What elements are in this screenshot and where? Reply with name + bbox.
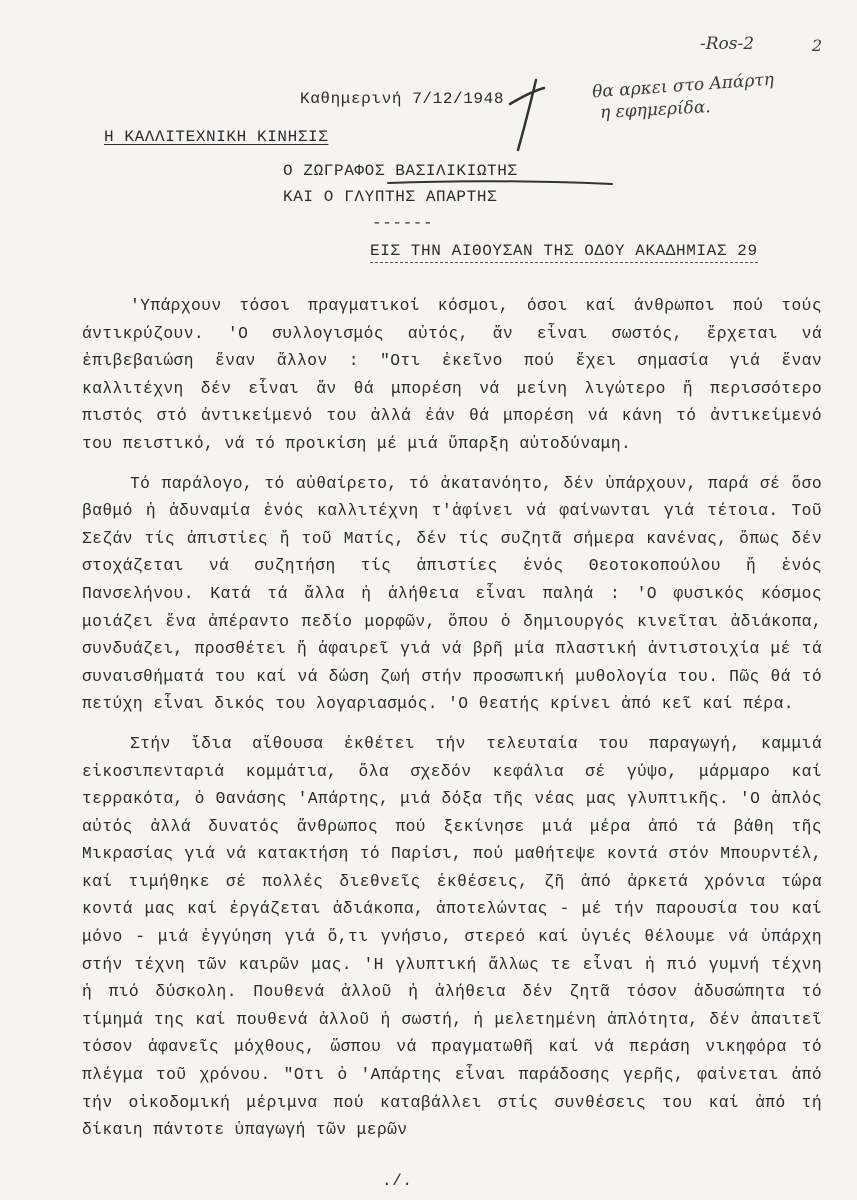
- subtitle-sculptor: ΚΑΙ Ο ΓΛΥΠΤΗΣ ΑΠΑΡΤΗΣ: [283, 188, 498, 206]
- paragraph-3: Στήν ἴδια αἴθουσα ἐκθέτει τήν τελευταία του παραγωγή, καμμιά εἰκοσιπενταριά κομμάτια, ὅλα σχεδόν κεφάλια σέ γύψο, μάρμαρο καί τερρακότα, ὁ Θανάσης 'Απάρτης, μιά δόξα τῆς νέας μας γλυπτικῆς. 'Ο ἁπλός αὐτός ἀλλά δυνατός ἄνθρωπος πού ξεκίνησε μιά μέρα ἀπό τά βάθη τῆς Μικρασίας γιά νά κατακτήση τό Παρίσι, πού μαθήτεψε κοντά στόν Μπουρντέλ, καί τιμήθηκε σέ πολλές διεθνεῖς ἐκθέσεις, ζῆ ἀπό ἀρκετά χρόνια τώρα κοντά μας καί ἐργάζεται ἀδιάκοπα, ἀποτελώντας - μέ τήν παρουσία του καί μόνο - μιά ἐγγύηση γιά ὅ,τι γνήσιο, στερεό καί ὑγιές θέλουμε νά ὑπάρχη στήν τέχνη τῶν καιρῶν μας. 'Η γλυπτική ἄλλως τε εἶναι ἡ πιό γυμνή τέχνη ἡ πιό δύσκολη. Πουθενά ἀλλοῦ ἡ ἀλήθεια δέν ζητᾶ τόσον ἀδυσώπητα τό τίμημά της καί πουθενά ἀλλοῦ ἡ σωστή, ἡ μελετημένη ἁπλότητα, δέν ἀπαιτεῖ τόσον ἀφανεῖς μόχθους, ὥσπου νά πραγματωθῆ καί νά περάση νικηφόρα τό πλέγμα τοῦ χρόνου. "Οτι ὁ 'Απάρτης εἶναι παράδοσης γερῆς, φαίνεται ἀπό τήν οἰκοδομική μέριμνα πού καταβάλλει στίς συνθέσεις του καί ἀπό τή δίκαιη πάντοτε ὑπαγωγή τῶν μερῶν: [82, 733, 822, 1140]
- paragraph-2: Τό παράλογο, τό αὐθαίρετο, τό ἀκατανόητο, δέν ὑπάρχουν, παρά σέ ὅσο βαθμό ἡ ἀδυναμία ἑνός καλλιτέχνη τ'ἀφίνει νά φαίνωνται γιά τέτοια. Τοῦ Σεζάν τίς ἀπιστίες ἤ τοῦ Ματίς, δέν τίς συζητᾶ σήμερα κανένας, ὅπως δέν στοχάζεται νά συζητήση τίς ἀπιστίες ἑνός Θεοτοκοπούλου ἤ ἑνός Πανσελήνου. Κατά τά ἄλλα ἡ ἀλήθεια εἶναι παληά : 'Ο φυσικός κόσμος μοιάζει ἕνα ἀπέραντο πεδίο μορφῶν, ὅπου ὁ δημιουργός κινεῖται ἀδιάκοπα, συνδυάζει, προσθέτει ἤ ἀφαιρεῖ γιά νά βρῆ μία πλαστική ἀντιστοιχία μέ τά συναισθήματά του καί νά δώση ζωή στήν προσωπική μυθολογία του. Πῶς θά τό πετύχη εἶναι δικός του λογαριασμός. 'Ο θεατής κρίνει ἀπό κεῖ καί πέρα.: [82, 473, 822, 714]
- article-body: [82, 292, 822, 1144]
- handwritten-underline: [386, 178, 616, 188]
- archive-code: -Ros-2: [700, 34, 755, 54]
- paragraph-1: 'Υπάρχουν τόσοι πραγματικοί κόσμοι, όσοι καί άνθρωποι πού τούς άντικρύζουν. 'Ο συλλογισμός αὐτός, ἄν εἶναι σωστός, ἔρχεται νά ἐπιβεβαιώση ἕναν ἄλλον : "Οτι ἐκεῖνο πού ἔχει σημασία γιά ἕναν καλλιτέχνη δέν εἶναι ἄν θά μπορέση νά μείνη λιγώτερο ἤ περισσότερο πιστός στό ἀντικείμενό του ἀλλά ἐάν θά μπορέση νά κάνη τό ἀντικείμενό του πειστικό, νά τό προικίση μέ μιά ὕπαρξη αὐτοδύναμη.: [82, 296, 822, 453]
- page-number: 2: [812, 36, 823, 55]
- handwritten-note-line1: θα αρκει στο Απάρτη: [591, 69, 775, 103]
- continuation-mark: ./.: [382, 1172, 413, 1190]
- source-date: Καθημερινή 7/12/1948: [300, 90, 505, 108]
- separator: ------: [372, 214, 434, 232]
- handwritten-note-line2: η εφημερίδα.: [599, 97, 712, 123]
- pen-stroke-mark: [500, 64, 560, 154]
- section-title: Η ΚΑΛΛΙΤΕΧΝΙΚΗ ΚΙΝΗΣΙΣ: [104, 128, 329, 146]
- exhibition-location: ΕΙΣ ΤΗΝ ΑΙΘΟΥΣΑΝ ΤΗΣ ΟΔΟΥ ΑΚΑΔΗΜΙΑΣ 29: [370, 242, 758, 263]
- subtitle-painter: Ο ΖΩΓΡΑΦΟΣ ΒΑΣΙΛΙΚΙΩΤΗΣ: [283, 162, 518, 180]
